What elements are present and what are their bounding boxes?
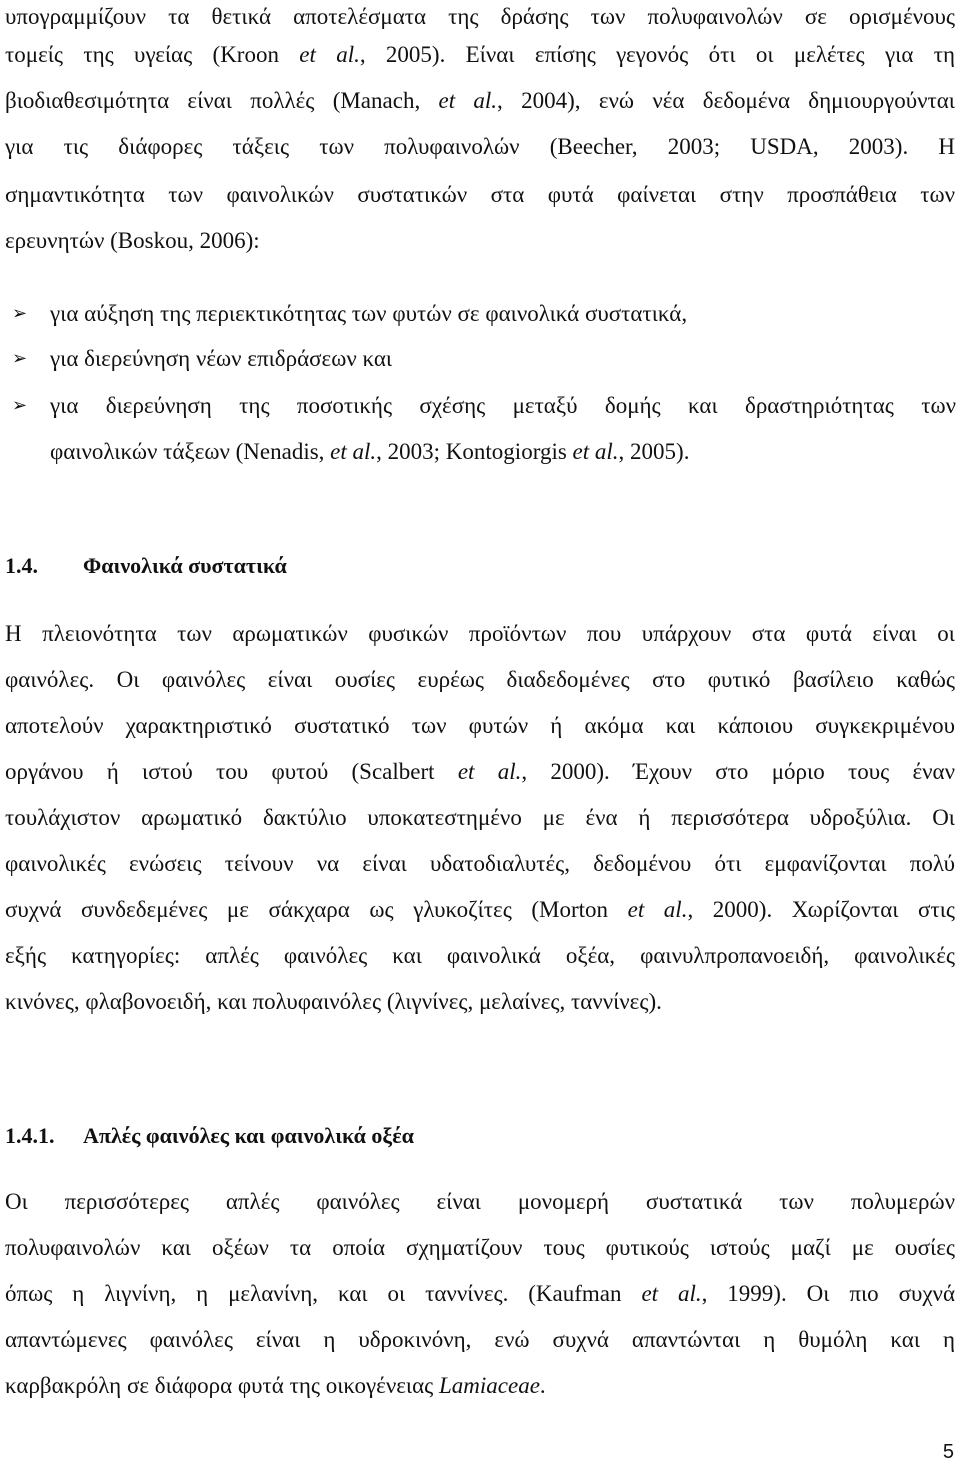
list-item: για διερεύνηση της ποσοτικής σχέσης μεταξύ δομής και δραστηριότητας των xyxy=(50,393,956,418)
paragraph-line: φαινολικές ενώσεις τείνουν να είναι υδατοδιαλυτές, δεδομένου ότι εμφανίζονται πολύ xyxy=(5,851,955,876)
arrow-bullet-icon: ➢ xyxy=(12,395,28,416)
paragraph-line: απαντώμενες φαινόλες είναι η υδροκινόνη, ενώ συχνά απαντώνται η θυμόλη και η xyxy=(5,1327,955,1352)
paragraph-line: συχνά συνδεδεμένες με σάκχαρα ως γλυκοζίτες (Morton et al., 2000). Χωρίζονται στις xyxy=(5,897,955,922)
paragraph-line: αποτελούν χαρακτηριστικό συστατικό των φυτών ή ακόμα και κάποιου συγκεκριμένου xyxy=(5,713,955,738)
citation-et-al: et al. xyxy=(438,88,498,113)
list-item-continuation: φαινολικών τάξεων (Nenadis, et al., 2003; Kontogiorgis et al., 2005). xyxy=(50,439,690,464)
paragraph-line: εξής κατηγορίες: απλές φαινόλες και φαινολικά οξέα, φαινυλπροπανοειδή, φαινολικές xyxy=(5,943,955,968)
paragraph-line: όπως η λιγνίνη, η μελανίνη, και οι ταννίνες. (Kaufman et al., 1999). Οι πιο συχνά xyxy=(5,1281,956,1306)
arrow-bullet-icon: ➢ xyxy=(12,303,28,324)
list-item: για αύξηση της περιεκτικότητας των φυτών σε φαινολικά συστατικά, xyxy=(50,301,688,326)
paragraph-line: για τις διάφορες τάξεις των πολυφαινολών (Beecher, 2003; USDA, 2003). Η xyxy=(5,134,955,159)
arrow-bullet-icon: ➢ xyxy=(12,348,28,369)
paragraph-line: καρβακρόλη σε διάφορα φυτά της οικογένειας Lamiaceae. xyxy=(5,1373,546,1398)
section-heading: 1.4. Φαινολικά συστατικά xyxy=(5,553,287,578)
citation-et-al: et al. xyxy=(299,42,360,67)
list-item: για διερεύνηση νέων επιδράσεων και xyxy=(50,346,393,371)
paragraph-line: τουλάχιστον αρωματικό δακτύλιο υποκατεστημένο με ένα ή περισσότερα υδροξύλια. Οι xyxy=(5,805,955,830)
paragraph-line: σημαντικότητα των φαινολικών συστατικών στα φυτά φαίνεται στην προσπάθεια των xyxy=(5,182,955,207)
paragraph-line: φαινόλες. Οι φαινόλες είναι ουσίες ευρέως διαδεδομένες στο φυτικό βασίλειο καθώς xyxy=(5,667,955,692)
paragraph-line: ερευνητών (Boskou, 2006): xyxy=(5,228,260,253)
paragraph-line: βιοδιαθεσιμότητα είναι πολλές (Manach, et al., 2004), ενώ νέα δεδομένα δημιουργούνται xyxy=(5,88,955,113)
page-number: 5 xyxy=(942,1441,954,1463)
section-heading: 1.4.1. Απλές φαινόλες και φαινολικά οξέα xyxy=(5,1123,414,1148)
paragraph-line: κινόνες, φλαβονοειδή, και πολυφαινόλες (λιγνίνες, μελαίνες, ταννίνες). xyxy=(5,989,662,1014)
paragraph-line: τομείς της υγείας (Kroon et al., 2005). Είναι επίσης γεγονός ότι οι μελέτες για τη xyxy=(5,42,955,67)
paragraph-line: Οι περισσότερες απλές φαινόλες είναι μονομερή συστατικά των πολυμερών xyxy=(5,1189,955,1214)
paragraph-line: οργάνου ή ιστού του φυτού (Scalbert et al., 2000). Έχουν στο μόριο τους έναν xyxy=(5,759,955,784)
paragraph-line: υπογραμμίζουν τα θετικά αποτελέσματα της δράσης των πολυφαινολών σε ορισμένους xyxy=(5,4,955,29)
paragraph-line: πολυφαινολών και οξέων τα οποία σχηματίζουν τους φυτικούς ιστούς μαζί με ουσίες xyxy=(5,1235,955,1260)
paragraph-line: Η πλειονότητα των αρωματικών φυσικών προϊόντων που υπάρχουν στα φυτά είναι οι xyxy=(5,621,955,646)
